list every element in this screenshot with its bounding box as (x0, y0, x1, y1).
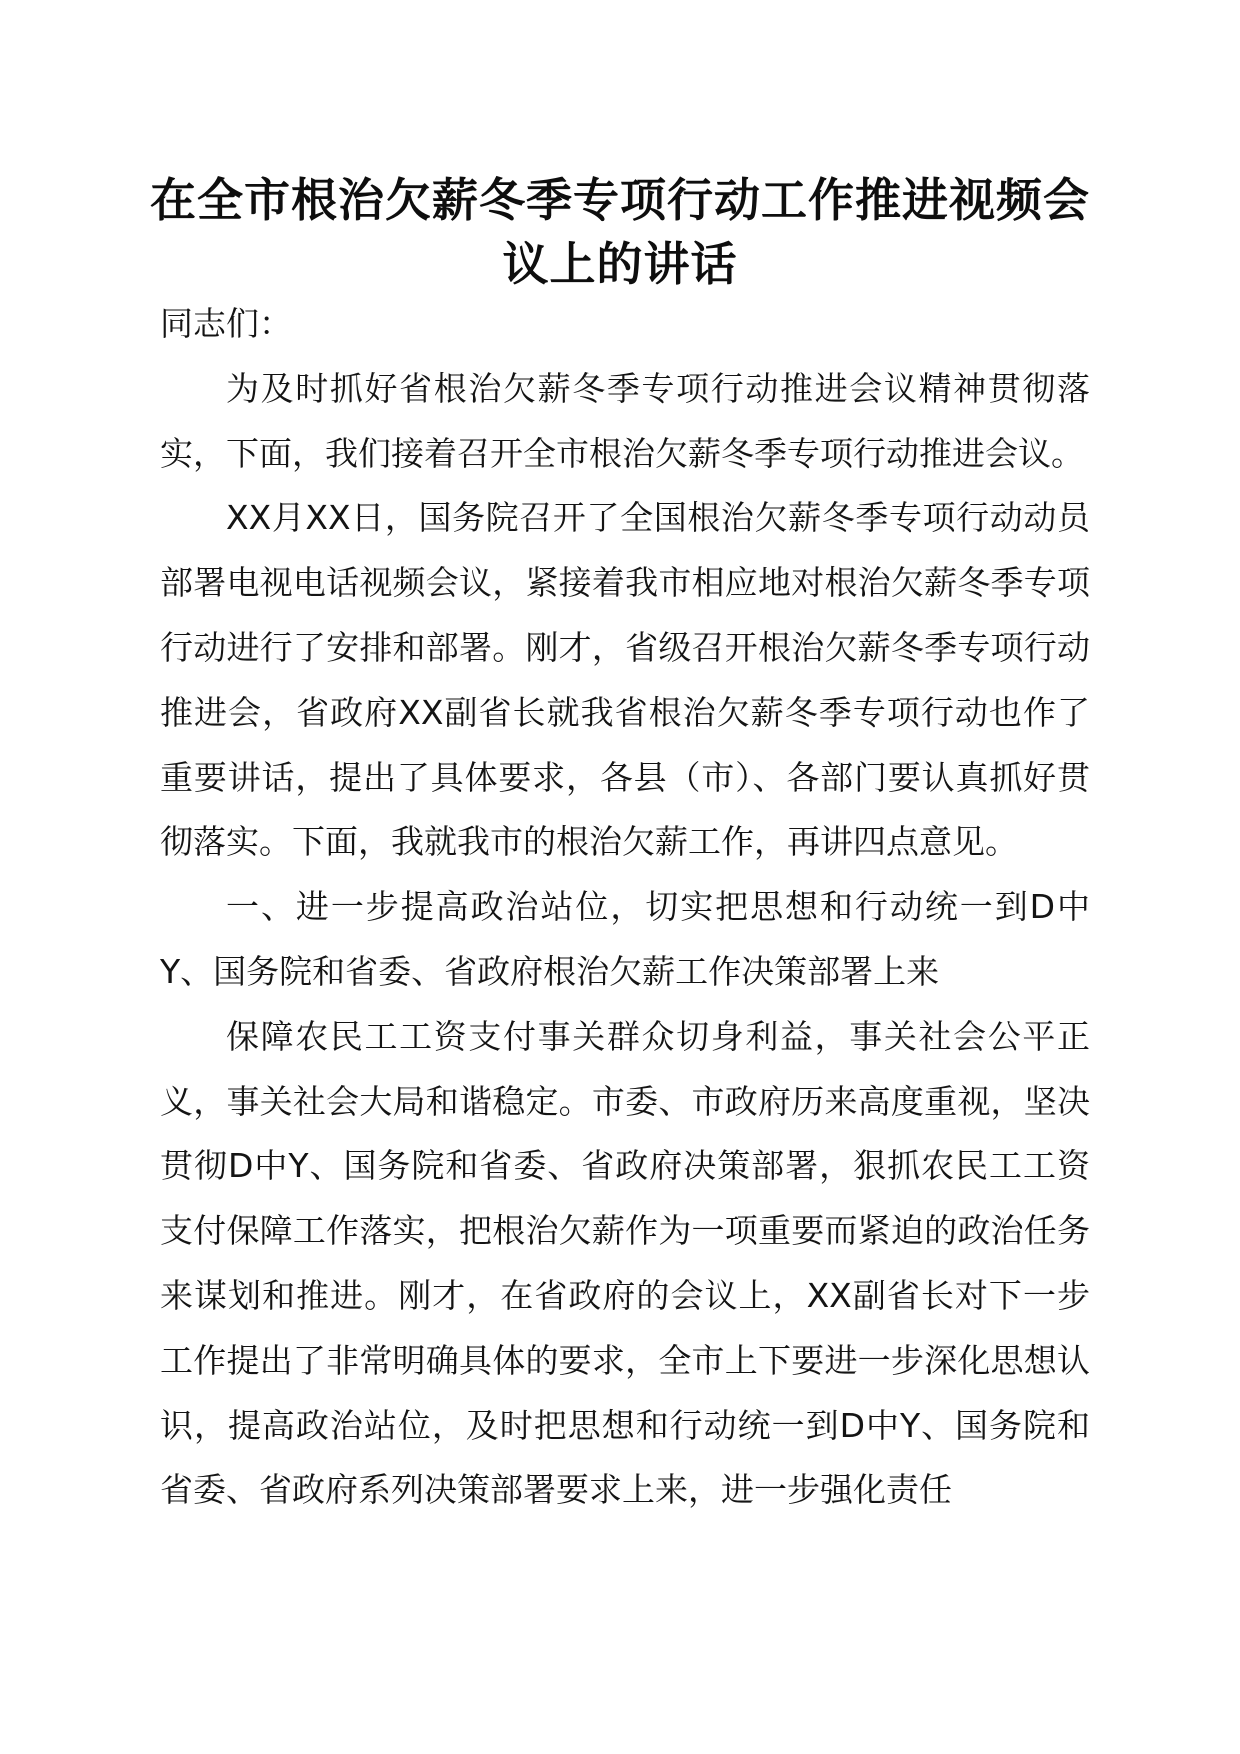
document-body (160, 292, 1090, 1523)
section-heading: 一、进一步提高政治站位，切实把思想和行动统一到D中Y、国务院和省委、省政府根治欠薪工作决策部署上来 (160, 887, 1090, 991)
document-title: 在全市根治欠薪冬季专项行动工作推进视频会议上的讲话 (150, 173, 1090, 291)
paragraph-background: XX月XX日，国务院召开了全国根治欠薪冬季专项行动动员部署电视电话视频会议，紧接着我市相应地对根治欠薪冬季专项行动进行了安排和部署。刚才，省级召开根治欠薪冬季专项行动推进会，省政府XX副省长就我省根治欠薪冬季专项行动也作了重要讲话，提出了具体要求，各县（市）、各部门要认真抓好贯彻落实。下面，我就我市的根治欠薪工作，再讲四点意见。 (160, 498, 1090, 862)
salutation: 同志们： (160, 304, 292, 343)
paragraph-intro: 为及时抓好省根治欠薪冬季专项行动推进会议精神贯彻落实，下面，我们接着召开全市根治欠薪冬季专项行动推进会议。 (160, 368, 1090, 473)
paragraph-section-body: 保障农民工工资支付事关群众切身利益，事关社会公平正义，事关社会大局和谐稳定。市委、市政府历来高度重视，坚决贯彻D中Y、国务院和省委、省政府决策部署，狠抓农民工工资支付保障工作落实，把根治欠薪作为一项重要而紧迫的政治任务来谋划和推进。刚才，在省政府的会议上，XX副省长对下一步工作提出了非常明确具体的要求，全市上下要进一步深化思想认识，提高政治站位，及时把思想和行动统一到D中Y、国务院和省委、省政府系列决策部署要求上来，进一步强化责任 (160, 1016, 1090, 1510)
